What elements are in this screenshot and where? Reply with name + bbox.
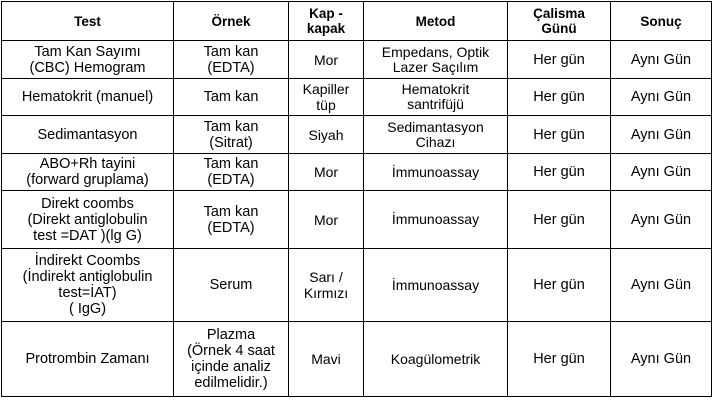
cell-calisma: Her gün — [508, 79, 611, 116]
cell-sonuc: Aynı Gün — [611, 116, 712, 154]
table-row — [2, 79, 712, 116]
header-metod: Metod — [364, 2, 508, 41]
cell-test: Hematokrit (manuel) — [2, 79, 174, 116]
cell-metod: İmmunoassay — [364, 191, 508, 249]
cell-metod: Empedans, Optik Lazer Saçılım — [364, 41, 508, 79]
cell-kap: Siyah — [289, 116, 364, 154]
cell-test: Protrombin Zamanı — [2, 322, 174, 397]
cell-kap: Mor — [289, 41, 364, 79]
cell-calisma: Her gün — [508, 41, 611, 79]
cell-ornek: Tam kan (EDTA) — [174, 41, 289, 79]
cell-test: Sedimantasyon — [2, 116, 174, 154]
cell-ornek: Tam kan (EDTA) — [174, 154, 289, 191]
cell-ornek: Plazma (Örnek 4 saat içinde analiz edilmelidir.) — [174, 322, 289, 397]
cell-sonuc: Aynı Gün — [611, 79, 712, 116]
cell-calisma: Her gün — [508, 116, 611, 154]
cell-sonuc: Aynı Gün — [611, 154, 712, 191]
cell-kap: Kapiller tüp — [289, 79, 364, 116]
cell-sonuc: Aynı Gün — [611, 41, 712, 79]
header-kap-kapak: Kap - kapak — [289, 2, 364, 41]
cell-calisma: Her gün — [508, 154, 611, 191]
cell-test: ABO+Rh tayini (forward gruplama) — [2, 154, 174, 191]
table-row — [2, 322, 712, 397]
table-row — [2, 116, 712, 154]
cell-metod: İmmunoassay — [364, 154, 508, 191]
cell-metod: Sedimantasyon Cihazı — [364, 116, 508, 154]
cell-calisma: Her gün — [508, 322, 611, 397]
table-row — [2, 249, 712, 322]
header-row — [2, 2, 712, 41]
cell-test: İndirekt Coombs (İndirekt antiglobulin test=İAT) ( IgG) — [2, 249, 174, 322]
cell-kap: Mor — [289, 191, 364, 249]
cell-ornek: Serum — [174, 249, 289, 322]
table-row — [2, 191, 712, 249]
cell-ornek: Tam kan — [174, 79, 289, 116]
header-sonuc: Sonuç — [611, 2, 712, 41]
cell-kap: Sarı / Kırmızı — [289, 249, 364, 322]
cell-kap: Mavi — [289, 322, 364, 397]
cell-sonuc: Aynı Gün — [611, 249, 712, 322]
header-ornek: Örnek — [174, 2, 289, 41]
cell-kap: Mor — [289, 154, 364, 191]
cell-metod: İmmunoassay — [364, 249, 508, 322]
table-row — [2, 41, 712, 79]
cell-sonuc: Aynı Gün — [611, 191, 712, 249]
cell-metod: Koagülometrik — [364, 322, 508, 397]
cell-metod: Hematokrit santrifüjü — [364, 79, 508, 116]
cell-test: Direkt coombs (Direkt antiglobulin test =DAT )(lg G) — [2, 191, 174, 249]
table-row — [2, 154, 712, 191]
cell-ornek: Tam kan (EDTA) — [174, 191, 289, 249]
header-test: Test — [2, 2, 174, 41]
cell-ornek: Tam kan (Sitrat) — [174, 116, 289, 154]
cell-calisma: Her gün — [508, 191, 611, 249]
cell-calisma: Her gün — [508, 249, 611, 322]
lab-test-table — [1, 1, 712, 397]
header-calisma-gunu: Çalisma Günü — [508, 2, 611, 41]
cell-sonuc: Aynı Gün — [611, 322, 712, 397]
cell-test: Tam Kan Sayımı (CBC) Hemogram — [2, 41, 174, 79]
